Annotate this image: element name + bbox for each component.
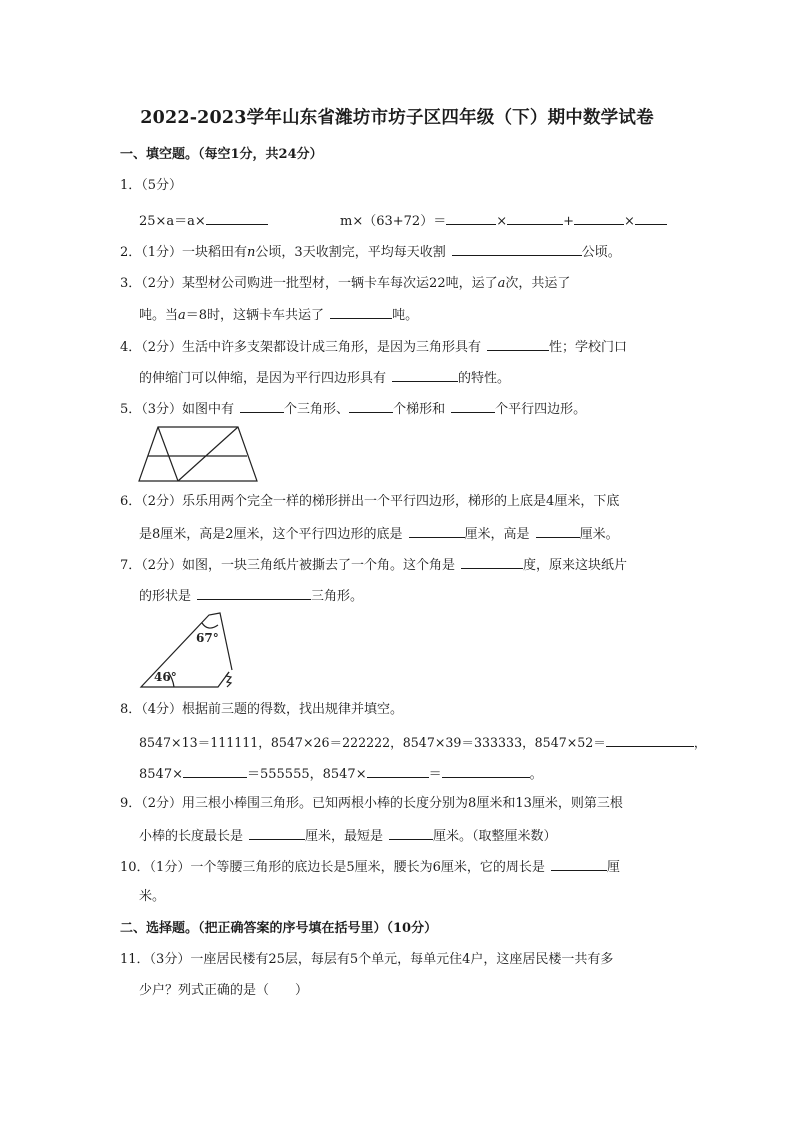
q8-text-3b: ＝555555，8547× <box>246 767 367 782</box>
q9-blank-1[interactable] <box>249 827 305 840</box>
q6-line-1: 6．（2分）乐乐用两个完全一样的梯形拼出一个平行四边形，梯形的上底是4厘米，下底 <box>120 494 620 509</box>
q5-blank-1[interactable] <box>240 400 284 413</box>
q8-text-2end: ， <box>693 735 707 750</box>
q10-text-1b: 厘 <box>606 860 620 875</box>
q5-text-d: 个平行四边形。 <box>495 402 587 417</box>
q8-blank-1[interactable] <box>606 734 694 747</box>
q8-text-2: 8547×13＝111111，8547×26＝222222，8547×39＝333333，8547×52＝ <box>139 735 606 750</box>
q1-expr2-text: m×（63+72）＝ <box>340 214 447 229</box>
q6-text-2c: 厘米。 <box>579 527 619 542</box>
q4-line-2 <box>139 369 510 387</box>
q8-text-3a: 8547× <box>139 767 183 782</box>
q1-head: 1．（5分） <box>120 178 183 193</box>
q4-text-2a: 的伸缩门可以伸缩，是因为平行四边形具有 <box>139 371 387 386</box>
q4-text-1b: 性；学校门口 <box>549 340 628 355</box>
q8-blank-4[interactable] <box>442 765 530 778</box>
q9-text-2b: 厘米，最短是 <box>305 829 384 844</box>
q5-outer-trapezoid <box>139 427 257 481</box>
q4-blank-2[interactable] <box>392 369 458 382</box>
q4-text-2b: 的特性。 <box>458 371 511 386</box>
q1-blank-3[interactable] <box>507 212 563 225</box>
q2-text-c: 公顷。 <box>581 245 621 260</box>
q5-trapezoid-figure <box>136 424 262 484</box>
q1-blank-4[interactable] <box>574 212 624 225</box>
q7-angle-left-label: 46° <box>154 670 177 684</box>
q1-expr1 <box>139 212 268 230</box>
q11-line-1: 11．（3分）一座居民楼有25层，每层有5个单元，每单元住4户，这座居民楼一共有多 <box>120 952 614 967</box>
q7-tear-mark <box>226 672 231 687</box>
q9-blank-2[interactable] <box>389 827 433 840</box>
q8-line-3 <box>139 765 543 783</box>
section-1-heading: 一、填空题。（每空1分，共24分） <box>120 147 323 162</box>
q6-text-2a: 是8厘米，高是2厘米，这个平行四边形的底是 <box>139 527 403 542</box>
q1-expr1-text: 25×a＝a× <box>139 214 206 229</box>
q1-blank-5[interactable] <box>635 212 667 225</box>
q2-blank[interactable] <box>452 243 582 256</box>
q3-text-2a: 吨。当 <box>139 308 179 323</box>
q7-text-2b: 三角形。 <box>311 589 364 604</box>
q7-text-1b: 度，原来这块纸片 <box>523 558 628 573</box>
q2-text-a: 2．（1分）一块稻田有 <box>120 245 248 260</box>
q1-expr2 <box>340 212 667 230</box>
q1-op1: × <box>496 214 508 229</box>
q8-text-3c: ＝ <box>428 767 442 782</box>
q3-text-2b: ＝8时，这辆卡车共运了 <box>185 308 325 323</box>
q7-text-2a: 的形状是 <box>139 589 192 604</box>
q7-torn-triangle-figure <box>136 608 244 690</box>
q6-blank-1[interactable] <box>409 525 465 538</box>
q8-blank-2[interactable] <box>183 765 247 778</box>
q7-arc-top <box>202 623 218 628</box>
q7-blank-2[interactable] <box>197 587 311 600</box>
q3-var-1: a <box>497 276 506 291</box>
q3-var-2: a <box>178 308 186 323</box>
q1-blank-1[interactable] <box>206 212 268 225</box>
q5-blank-2[interactable] <box>349 400 393 413</box>
q2-text-b: 公顷，3天收割完，平均每天收割 <box>255 245 446 260</box>
q10-text-1a: 10．（1分）一个等腰三角形的底边长是5厘米，腰长为6厘米，它的周长是 <box>120 860 545 875</box>
q10-line-2: 米。 <box>139 889 166 904</box>
q9-line-2 <box>139 827 557 845</box>
q4-blank-1[interactable] <box>487 338 549 351</box>
section-2-heading: 二、选择题。（把正确答案的序号填在括号里）（10分） <box>120 921 438 936</box>
q3-text-1a: 3．（2分）某型材公司购进一批型材，一辆卡车每次运22吨，运了 <box>120 276 498 291</box>
q7-line-1 <box>120 556 627 574</box>
q1-blank-2[interactable] <box>446 212 496 225</box>
q4-line-1 <box>120 338 627 356</box>
q8-blank-3[interactable] <box>367 765 429 778</box>
q3-blank[interactable] <box>330 306 392 319</box>
q10-blank[interactable] <box>551 858 607 871</box>
q6-blank-2[interactable] <box>536 525 580 538</box>
q5-text-a: 5．（3分）如图中有 <box>120 402 235 417</box>
q7-text-1a: 7．（2分）如图，一块三角纸片被撕去了一个角。这个角是 <box>120 558 456 573</box>
q8-line-2 <box>139 734 707 751</box>
q7-line-2 <box>139 587 363 605</box>
q7-angle-top-label: 67° <box>196 631 219 645</box>
q5-text-c: 个梯形和 <box>393 402 446 417</box>
q7-blank-1[interactable] <box>461 556 523 569</box>
q6-line-2 <box>139 525 619 543</box>
q2-var: n <box>247 245 256 260</box>
q3-text-2c: 吨。 <box>392 308 419 323</box>
q5-diagonal-left <box>158 427 178 481</box>
q5-blank-3[interactable] <box>451 400 495 413</box>
q9-text-2a: 小棒的长度最长是 <box>139 829 244 844</box>
page-title: 2022-2023学年山东省潍坊市坊子区四年级（下）期中数学试卷 <box>140 108 654 128</box>
q3-line-1 <box>120 276 570 292</box>
q1-op3: × <box>624 214 635 229</box>
q8-text-3d: 。 <box>529 767 543 782</box>
q8-head: 8．（4分）根据前三题的得数，找出规律并填空。 <box>120 702 404 717</box>
q2-line <box>120 243 621 261</box>
q4-text-1a: 4．（2分）生活中许多支架都设计成三角形，是因为三角形具有 <box>120 340 482 355</box>
q3-text-1b: 次，共运了 <box>505 276 571 291</box>
q5-text-b: 个三角形、 <box>284 402 350 417</box>
q5-line <box>120 400 586 418</box>
q9-line-1: 9．（2分）用三根小棒围三角形。已知两根小棒的长度分别为8厘米和13厘米，则第三根 <box>120 796 623 811</box>
q10-line-1 <box>120 858 620 876</box>
q6-text-2b: 厘米，高是 <box>464 527 530 542</box>
q11-line-2: 少户？列式正确的是（ ） <box>139 983 309 998</box>
q1-op2: + <box>563 214 575 229</box>
q3-line-2 <box>139 306 418 324</box>
q9-text-2c: 厘米。（取整厘米数） <box>433 829 557 844</box>
q5-diagonal-mid <box>178 427 238 481</box>
